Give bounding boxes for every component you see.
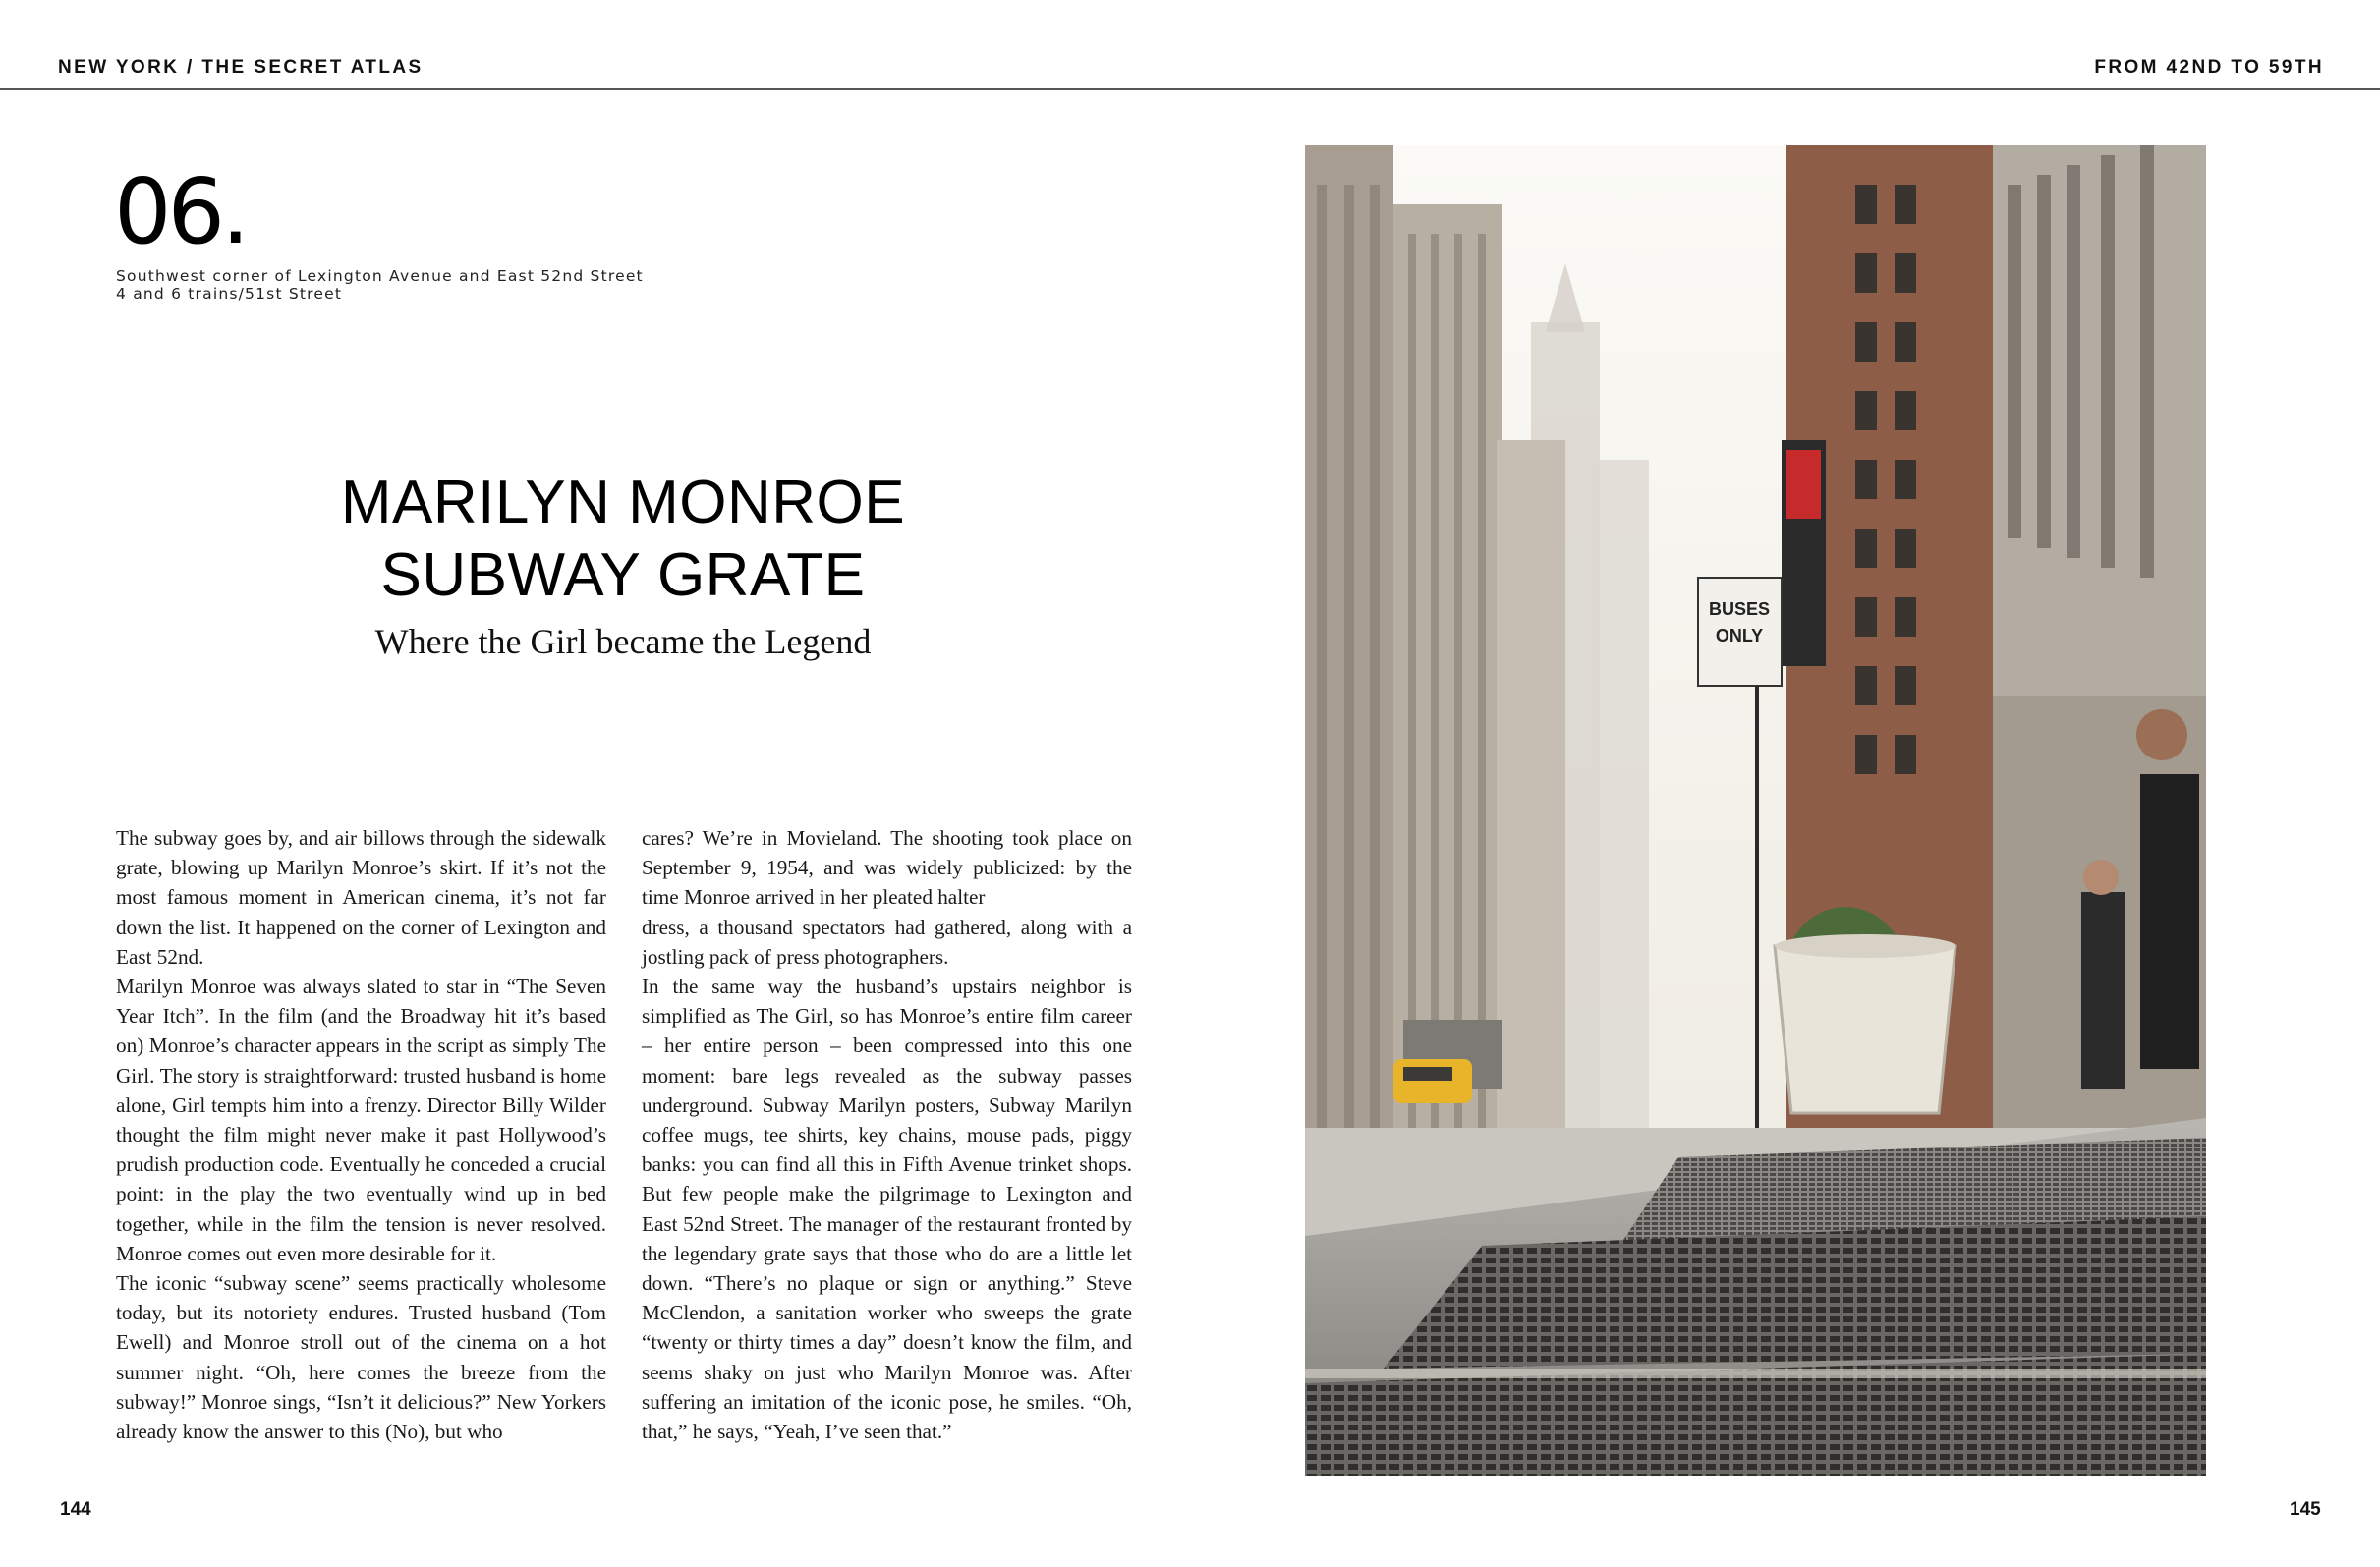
sign-text: ONLY bbox=[1715, 626, 1764, 645]
text-column-right bbox=[642, 823, 1132, 1446]
planter bbox=[1775, 946, 1955, 1113]
header-rule bbox=[0, 88, 2380, 90]
running-head-right: FROM 42ND TO 59TH bbox=[2094, 57, 2324, 78]
article-title-block bbox=[230, 467, 1016, 665]
transit-line: 4 and 6 trains/51st Street bbox=[116, 285, 343, 303]
article-subtitle: Where the Girl became the Legend bbox=[374, 622, 872, 661]
paragraph: The iconic “subway scene” seems practically wholesome today, but its notoriety endures. Trusted husband (Tom Ewell) and Monroe stroll out of the cinema on a hot summer night. “Oh, here comes the breeze from the subway!” Monroe sings, “Isn’t it delicious?” New Yorkers already know the answer to this (No), but who bbox=[116, 1271, 606, 1444]
page-number-left: 144 bbox=[60, 1499, 91, 1520]
running-head-left: NEW YORK / THE SECRET ATLAS bbox=[58, 57, 424, 78]
paragraph: cares? We’re in Movieland. The shooting took place on September 9, 1954, and was widely publicized: by the time Monroe arrived in her pleated halter bbox=[642, 826, 1132, 910]
street-photo bbox=[1305, 145, 2206, 1476]
paragraph: Marilyn Monroe was always slated to star in “The Seven Year Itch”. In the film (and the Broadway hit it’s based on) Monroe’s character appears in the script as simply The Girl. The story is straightforward: trusted husband is home alone, Girl tempts him into a frenzy. Director Billy Wilder thought the film might never make it past Hollywood’s prudish production code. Eventually he conceded a crucial point: in the play the two eventually wind up in bed together, while in the film the tension is never resolved. Monroe comes out even more desirable for it. bbox=[116, 975, 606, 1265]
article-title-line: SUBWAY GRATE bbox=[380, 541, 866, 609]
article-title-line: MARILYN MONROE bbox=[340, 469, 906, 536]
taxi bbox=[1393, 1059, 1472, 1103]
paragraph: dress, a thousand spectators had gathered, along with a jostling pack of press photographers. bbox=[642, 915, 1132, 969]
paragraph: The subway goes by, and air billows through the sidewalk grate, blowing up Marilyn Monroe’s skirt. If it’s not the most famous moment in American cinema, it’s not far down the list. It happened on the corner of Lexington and East 52nd. bbox=[116, 826, 606, 969]
address-line: Southwest corner of Lexington Avenue and East 52nd Street bbox=[116, 267, 644, 285]
text-column-left bbox=[116, 823, 606, 1446]
paragraph: In the same way the husband’s upstairs neighbor is simplified as The Girl, so has Monroe’s entire film career – her entire person – been compressed into this one moment: bare legs revealed as the subway passes underground. Subway Marilyn posters, Subway Marilyn coffee mugs, tee shirts, key chains, mouse pads, piggy banks: you can find all this in Fifth Avenue trinket shops. But few people make the pilgrimage to Lexington and East 52nd Street. The manager of the restaurant fronted by the legendary grate says that those who do are a little let down. “There’s no plaque or sign or anything.” Steve McClendon, a sanitation worker who sweeps the grate “twenty or thirty times a day” doesn’t know the film, and seems shaky on just who Marilyn Monroe was. After suffering an imitation of the iconic pose, he smiles. “Oh, that,” he says, “Yeah, I’ve seen that.” bbox=[642, 975, 1132, 1444]
page-number-right: 145 bbox=[2290, 1499, 2321, 1520]
entry-number: 06. bbox=[114, 159, 247, 264]
sign-text: BUSES bbox=[1708, 599, 1771, 619]
address-block bbox=[116, 267, 644, 303]
